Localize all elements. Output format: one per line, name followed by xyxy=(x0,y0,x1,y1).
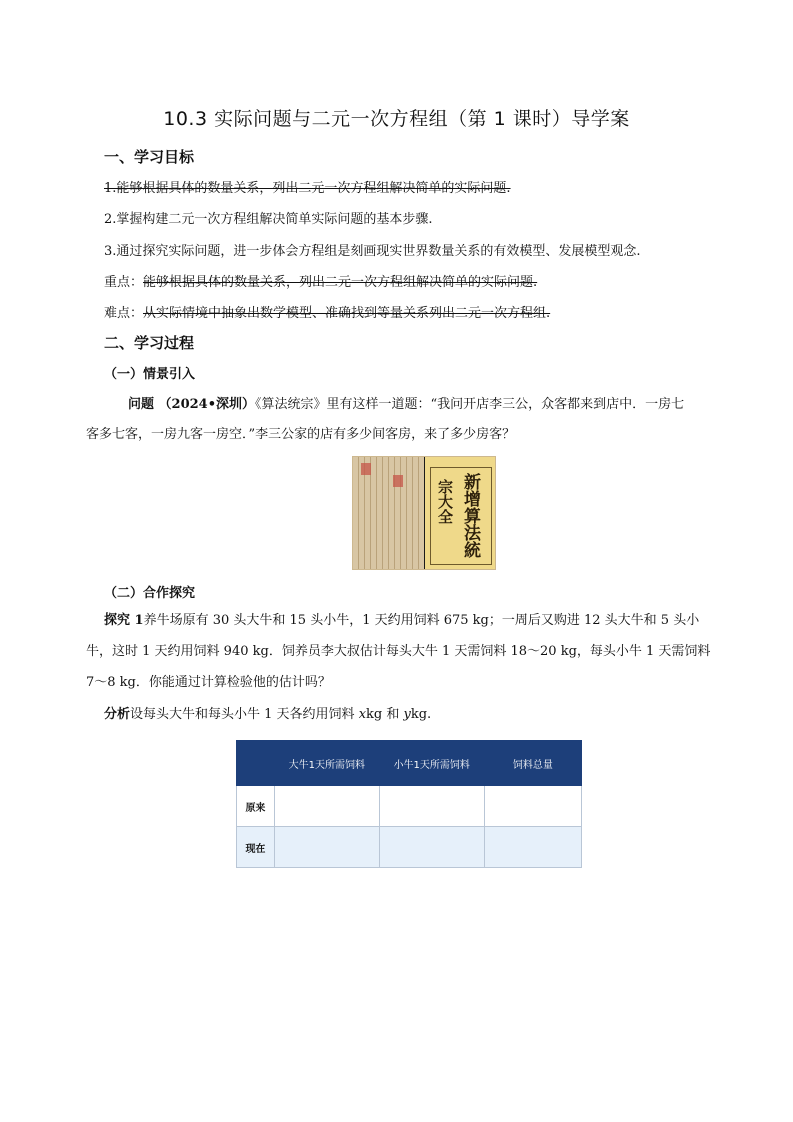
explore-line-1 xyxy=(104,606,699,636)
book-page-right xyxy=(425,457,495,569)
table-cell xyxy=(379,786,484,827)
goal-3: 3.通过探究实际问题，进一步体会方程组是刻画现实世界数量关系的有效模型、发展模型观念. xyxy=(104,244,641,259)
seal-mark xyxy=(393,475,403,487)
variable-y: y xyxy=(403,707,411,722)
key-point-text: 能够根据具体的数量关系，列出二元一次方程组解决简单的实际问题. xyxy=(143,275,538,290)
explore-line-3: 7～8 kg．你能通过计算检验他的估计吗？ xyxy=(86,675,331,690)
seal-mark xyxy=(361,463,371,475)
book-cover-image xyxy=(352,456,496,570)
problem-label: 问题 （2024•深圳） xyxy=(128,397,256,412)
analysis-text: 设每头大牛和每头小牛 1 天各约用饲料 xyxy=(130,707,359,722)
analysis-text: kg 和 xyxy=(366,707,404,722)
analysis-line xyxy=(104,700,431,730)
book-page-left xyxy=(353,457,425,569)
table-cell xyxy=(379,827,484,868)
goal-1 xyxy=(104,177,511,196)
table-cell xyxy=(274,827,379,868)
variable-x: x xyxy=(358,707,367,722)
table-cell xyxy=(484,786,581,827)
table-cell xyxy=(484,827,581,868)
key-point-label: 重点： xyxy=(104,275,144,290)
row-label: 原来 xyxy=(237,786,275,827)
cover-title-col-1: 新增算法統 xyxy=(460,473,480,558)
table-header-row xyxy=(237,741,582,786)
explore-label: 探究 1 xyxy=(104,613,144,628)
problem-text-1: 《算法统宗》里有这样一道题：“我问开店李三公，众客都来到店中．一房七 xyxy=(255,397,685,412)
problem-line-2: 客多七客，一房九客一房空．”李三公家的店有多少间客房，来了多少房客？ xyxy=(86,427,516,442)
subsection-intro: （一）情景引入 xyxy=(104,367,196,382)
analysis-label: 分析 xyxy=(104,707,131,722)
problem-line-1 xyxy=(128,390,684,420)
analysis-text: kg. xyxy=(410,707,432,722)
section-heading-process: 二、学习过程 xyxy=(104,334,195,352)
difficult-point xyxy=(104,302,550,321)
table-header-cell xyxy=(237,741,275,786)
key-point xyxy=(104,271,537,290)
goal-2: 2.掌握构建二元一次方程组解决简单实际问题的基本步骤. xyxy=(104,212,433,227)
goal-1-text: 1.能够根据具体的数量关系，列出二元一次方程组解决简单的实际问题. xyxy=(104,181,511,196)
table-row xyxy=(237,786,582,827)
table-header-cell: 大牛1天所需饲料 xyxy=(274,741,379,786)
explore-text-1: 养牛场原有 30 头大牛和 15 头小牛，1 天约用饲料 675 kg；一周后又购进 12 头大牛和 5 头小 xyxy=(143,613,700,628)
table-row xyxy=(237,827,582,868)
row-label: 现在 xyxy=(237,827,275,868)
section-heading-goals: 一、学习目标 xyxy=(104,148,195,166)
table-cell xyxy=(274,786,379,827)
subsection-explore: （二）合作探究 xyxy=(104,586,196,601)
table-header-cell: 小牛1天所需饲料 xyxy=(379,741,484,786)
page-title: 10.3 实际问题与二元一次方程组（第 1 课时）导学案 xyxy=(163,108,630,130)
cover-title-col-2: 宗大全 xyxy=(436,479,454,524)
table-header-cell: 饲料总量 xyxy=(484,741,581,786)
difficult-point-text: 从实际情境中抽象出数学模型、准确找到等量关系列出二元一次方程组. xyxy=(143,306,551,321)
difficult-point-label: 难点： xyxy=(104,306,144,321)
feed-table xyxy=(236,740,582,868)
explore-line-2: 牛，这时 1 天约用饲料 940 kg．饲养员李大叔估计每头大牛 1 天需饲料 18～20 kg，每头小牛 1 天需饲料 xyxy=(86,644,711,659)
